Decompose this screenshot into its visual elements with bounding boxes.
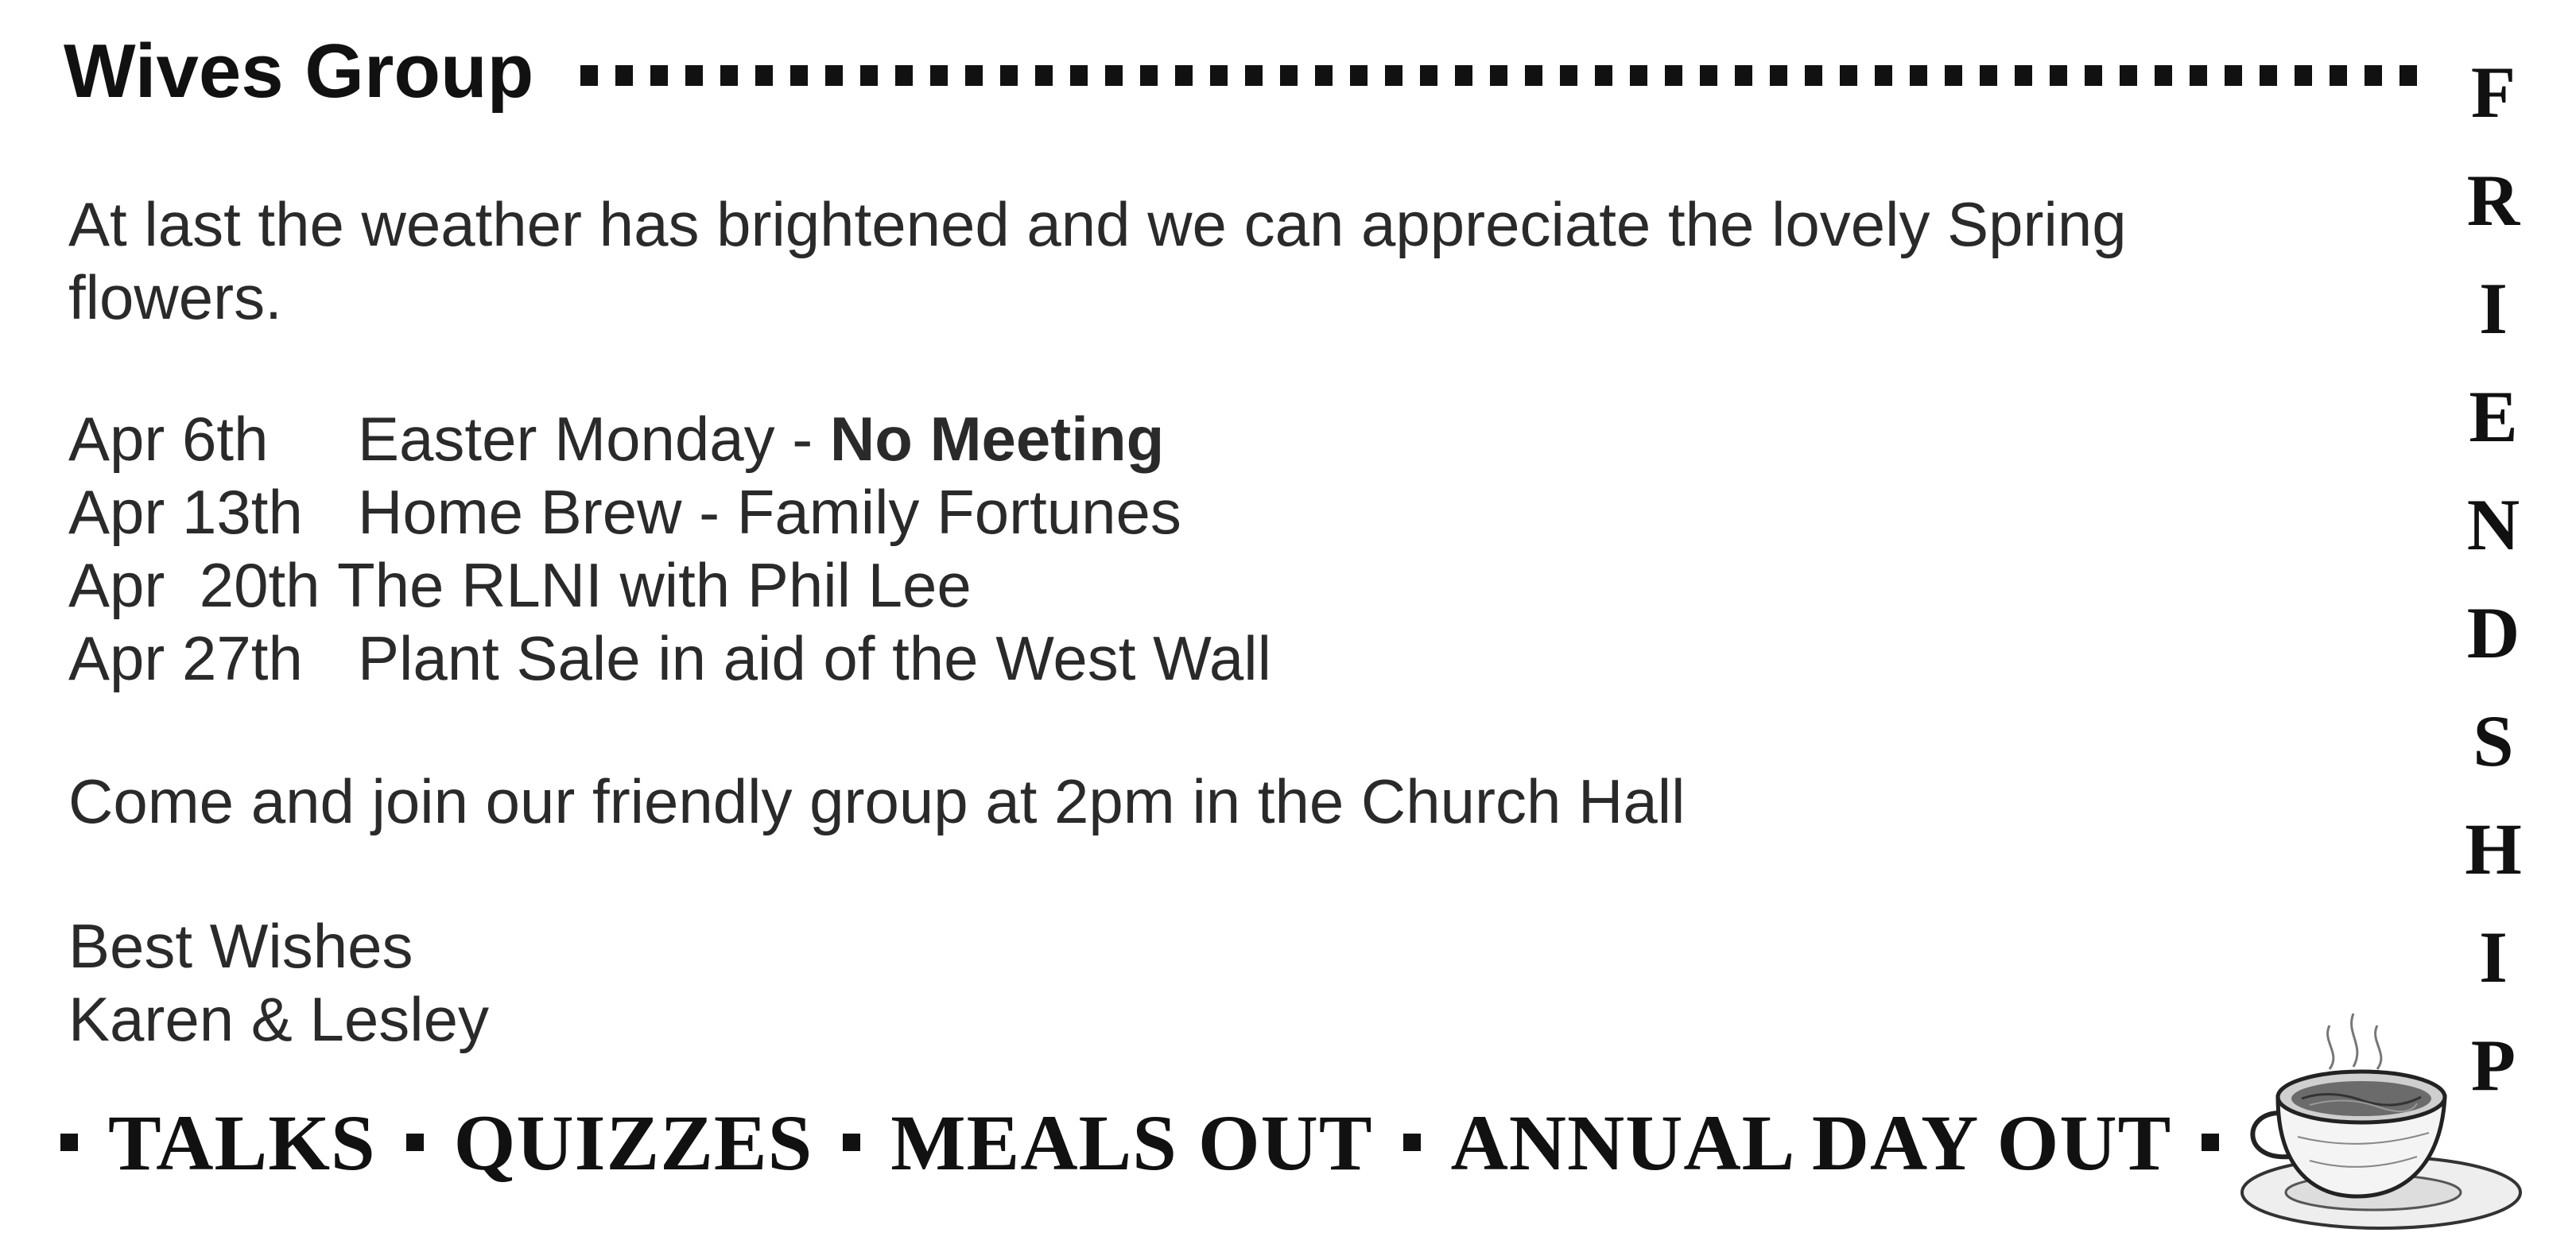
vertical-letter: E (2469, 376, 2518, 457)
vertical-letter: S (2473, 700, 2514, 781)
schedule-event-text: Easter Monday - (358, 404, 830, 474)
schedule-date: Apr 27th (68, 623, 303, 693)
activities-banner (60, 1091, 2249, 1194)
square-bullet-icon (406, 1134, 424, 1151)
vertical-letter: F (2470, 52, 2516, 133)
intro-paragraph (68, 188, 2127, 334)
join-invitation: Come and join our friendly group at 2pm in the Church Hall (68, 766, 1686, 836)
vertical-letter: R (2466, 160, 2520, 241)
schedule-date: Apr 13th (68, 477, 303, 547)
schedule-event (358, 402, 1164, 475)
activity-item: MEALS OUT (890, 1098, 1373, 1187)
square-bullet-icon (60, 1134, 78, 1151)
signoff-block (68, 909, 489, 1056)
vertical-letter: I (2479, 268, 2508, 349)
activity-item: TALKS (108, 1098, 376, 1187)
vertical-letter: D (2466, 592, 2520, 673)
schedule-date: Apr 20th (68, 550, 320, 620)
teacup-icon (2210, 994, 2536, 1248)
vertical-letter: H (2465, 808, 2522, 890)
vertical-letter: P (2470, 1025, 2516, 1106)
vertical-friendship-word (2430, 38, 2557, 1119)
square-bullet-icon (843, 1134, 860, 1151)
activity-item: ANNUAL DAY OUT (1450, 1098, 2172, 1187)
schedule-date: Apr 6th (68, 404, 269, 474)
activity-item: QUIZZES (453, 1098, 813, 1187)
section-title: Wives Group (64, 29, 534, 114)
schedule-event-emphasis: No Meeting (829, 404, 1165, 474)
square-bullet-icon (1403, 1134, 1421, 1151)
schedule-event: Plant Sale in aid of the West Wall (358, 623, 1271, 693)
signoff-names: Karen & Lesley (68, 984, 489, 1054)
intro-line: flowers. (68, 262, 282, 332)
schedule-event: The RLNI with Phil Lee (337, 550, 972, 620)
schedule-event: Home Brew - Family Fortunes (358, 477, 1181, 547)
vertical-letter: N (2466, 484, 2520, 565)
intro-line: At last the weather has brightened and we can appreciate the lovely Spring (68, 189, 2127, 259)
dotted-rule (580, 65, 2417, 86)
signoff-greeting: Best Wishes (68, 911, 413, 981)
vertical-letter: I (2479, 917, 2508, 998)
